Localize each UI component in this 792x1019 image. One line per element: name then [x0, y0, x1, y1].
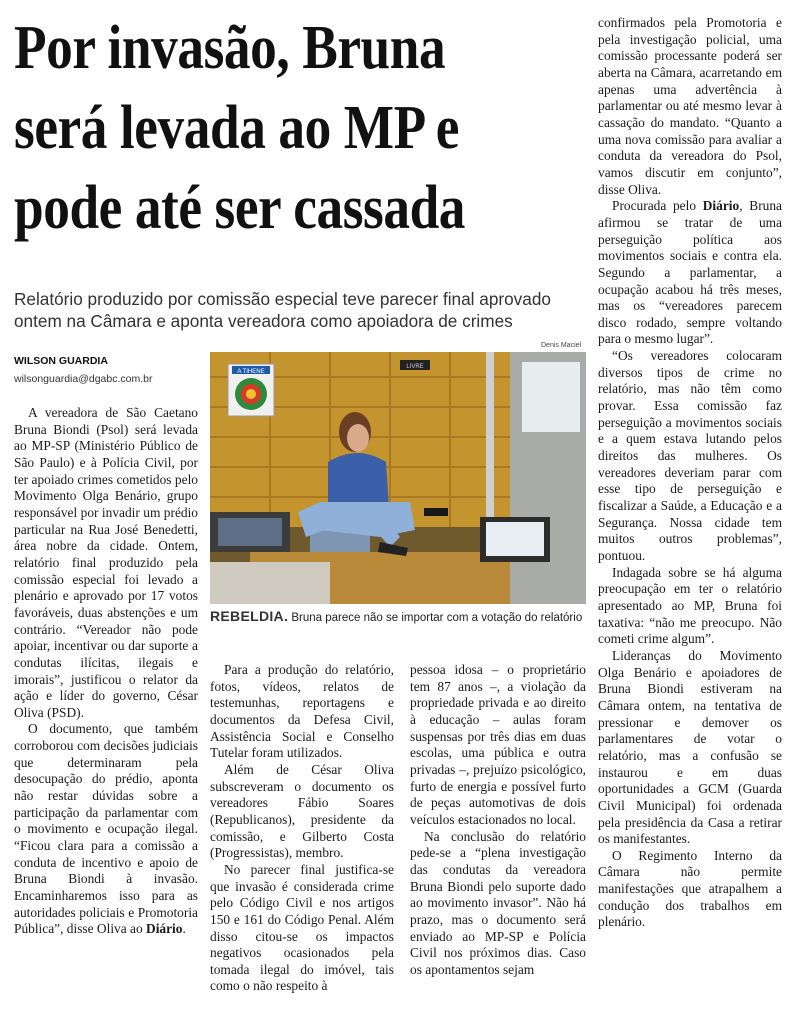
- paragraph-text: O documento, que também corroborou com decisões judiciais que determinaram pela desocupação do prédio, aponta não restar dúvidas sobre a participação da parlamentar com o movimento e ocupação ilegal. “Ficou clara para a comissão a conduta de incentivo e apoio de Bruna Biondi à invasão. Encaminharemos isso para as autoridades policiais e Promotoria Pública”, disse Oliva ao: [14, 721, 198, 937]
- article-column-1: [14, 405, 198, 938]
- paragraph-lead: Procurada pelo: [612, 198, 697, 214]
- headline-line-2: será levada ao MP e: [14, 94, 459, 162]
- newspaper-name: Diário: [702, 198, 740, 214]
- paragraph: confirmados pela Promotoria e pela investigação policial, uma comissão processante poderá ser aberta na Câmara, acarretando em apenas uma advertência à parlamentar ou até mesmo levar à cassação do mandato. “Quanto a uma nova comissão para avaliar a conduta da vereadora do Psol, vamos discutir em conjunto”, disse Oliva.: [598, 15, 782, 197]
- lamp-text: LIVRE: [406, 364, 424, 370]
- photo-credit: Denis Maciel: [541, 342, 582, 349]
- author-email: wilsonguardia@dgabc.com.br: [14, 373, 153, 385]
- article-column-3: [410, 662, 586, 978]
- newspaper-name: Diário: [146, 921, 183, 937]
- caption-text: Bruna parece não se importar com a votação do relatório: [291, 612, 583, 624]
- subheadline: [14, 288, 604, 332]
- paragraph: Para a produção do relatório, fotos, vídeos, relatos de testemunhas, reportagens e documentos da Defesa Civil, Assistência Social e Conselho Tutelar foram utilizados.: [210, 662, 394, 761]
- author-name: WILSON GUARDIA: [14, 355, 108, 367]
- subhead-line-1: Relatório produzido por comissão especial teve parecer final aprovado: [14, 289, 551, 309]
- paragraph: “Os vereadores colocaram diversos tipos de crime no relatório, mas não têm como provar. Essa comissão faz perseguição a movimentos sociais e a quem estava lutando pelos direitos das mulheres. Os vereadores deveriam parar com esse tipo de perseguição e fiscalizar a Saúde, a Educação e a Segurança. Nossa cidade tem muitos outros problemas”, pontuou.: [598, 348, 782, 563]
- headline-line-1: Por invasão, Bruna: [14, 14, 446, 82]
- paragraph: pessoa idosa – o proprietário tem 87 anos –, a violação da propriedade privada e ao direito à educação – aulas foram suspensas por três dias em duas escolas, uma pública e outra privadas –, prejuízo psicológico, furto de energia e possível furto de peças automotivas de dois veículos estacionados no local.: [410, 662, 586, 827]
- paragraph-text: afirmou se tratar de uma perseguição política aos movimentos sociais e contra ela. Segundo a parlamentar, a ocupação acabou há três meses, mas os “vereadores parecem disco rodado, sempre voltando para o mesmo lugar”.: [598, 214, 782, 347]
- photo-caption: [210, 608, 590, 624]
- article-column-2: [210, 662, 394, 995]
- paragraph: Lideranças do Movimento Olga Benário e apoiadores de Bruna Biondi estiveram na Câmara ontem, na tentativa de pressionar e demover os parlamentares de votar o relatório, mas a confusão se instaurou e em duas oportunidades a GCM (Guarda Civil Municipal) foi ordenada pela presidência da Casa a retirar os manifestantes.: [598, 647, 782, 847]
- paragraph: Na conclusão do relatório pede-se a “plena investigação das condutas da vereadora Bruna Biondi pelo suporte dado ao movimento invasor”. Não há prazo, mas o documento será enviado ao MP-SP e Polícia Civil nos próximos dias. Caso os apontamentos sejam: [410, 828, 586, 977]
- paragraph: Indagada sobre se há alguma preocupação em ter o relatório apresentado ao MP, Bruna foi taxativa: “não me preocupo. Não cometi crime algum”.: [598, 564, 782, 647]
- paragraph: No parecer final justifica-se que invasão é considerada crime pelo Código Civil e nos artigos 150 e 161 do Código Penal. Além disso citou-se os impactos negativos ocasionados pela tomada ilegal do imóvel, tais como o não respeito à: [210, 861, 394, 994]
- sign-text: A TIHENE: [237, 369, 265, 375]
- article-column-4: [598, 15, 782, 931]
- paragraph: O documento, que também corroborou com decisões judiciais que determinaram pela desocupação do prédio, aponta não restar dúvidas sobre a participação da parlamentar com o movimento e ocupação ilegal. “Ficou clara para a comissão a conduta de incentivo e apoio de Bruna Biondi à invasão. Encaminharemos isso para as autoridades policiais e Promotoria Pública”, disse Oliva ao Diário.: [14, 721, 198, 937]
- paragraph: O Regimento Interno da Câmara não permite manifestações que atrapalhem a condução dos trabalhos em plenário.: [598, 847, 782, 930]
- paragraph-lead-after: , Bruna: [739, 198, 782, 214]
- subhead-line-2: ontem na Câmara e aponta vereadora como apoiadora de crimes: [14, 311, 513, 331]
- paragraph: A vereadora de São Caetano Bruna Biondi (Psol) será levada ao MP-SP (Ministério Público de São Paulo) e à Polícia Civil, por ter apoiado crimes cometidos pelo Movimento Olga Benário, grupo responsável por invadir um prédio particular na Rua José Benedetti, área nobre da cidade. Ontem, relatório final produzido pela comissão especial foi levado a plenário e aprovado por 17 votos favoráveis, duas abstenções e um contrário. “Vereador não pode apoiar, incentivar ou dar suporte a condutas ilícitas, ilegais e imorais”, justificou o relator da ação e líder do governo, César Oliva (PSD).: [14, 405, 198, 720]
- headline-line-3: pode até ser cassada: [14, 174, 466, 242]
- photo-illustration: [210, 352, 586, 604]
- news-photo: [210, 352, 586, 604]
- headline: [14, 8, 596, 248]
- caption-tag: REBELDIA.: [210, 608, 289, 624]
- paragraph: Além de César Oliva subscreveram o documento os vereadores Fábio Soares (Republicanos), presidente da comissão, e Gilberto Costa (Progressistas), membro.: [210, 761, 394, 861]
- paragraph: [598, 198, 782, 348]
